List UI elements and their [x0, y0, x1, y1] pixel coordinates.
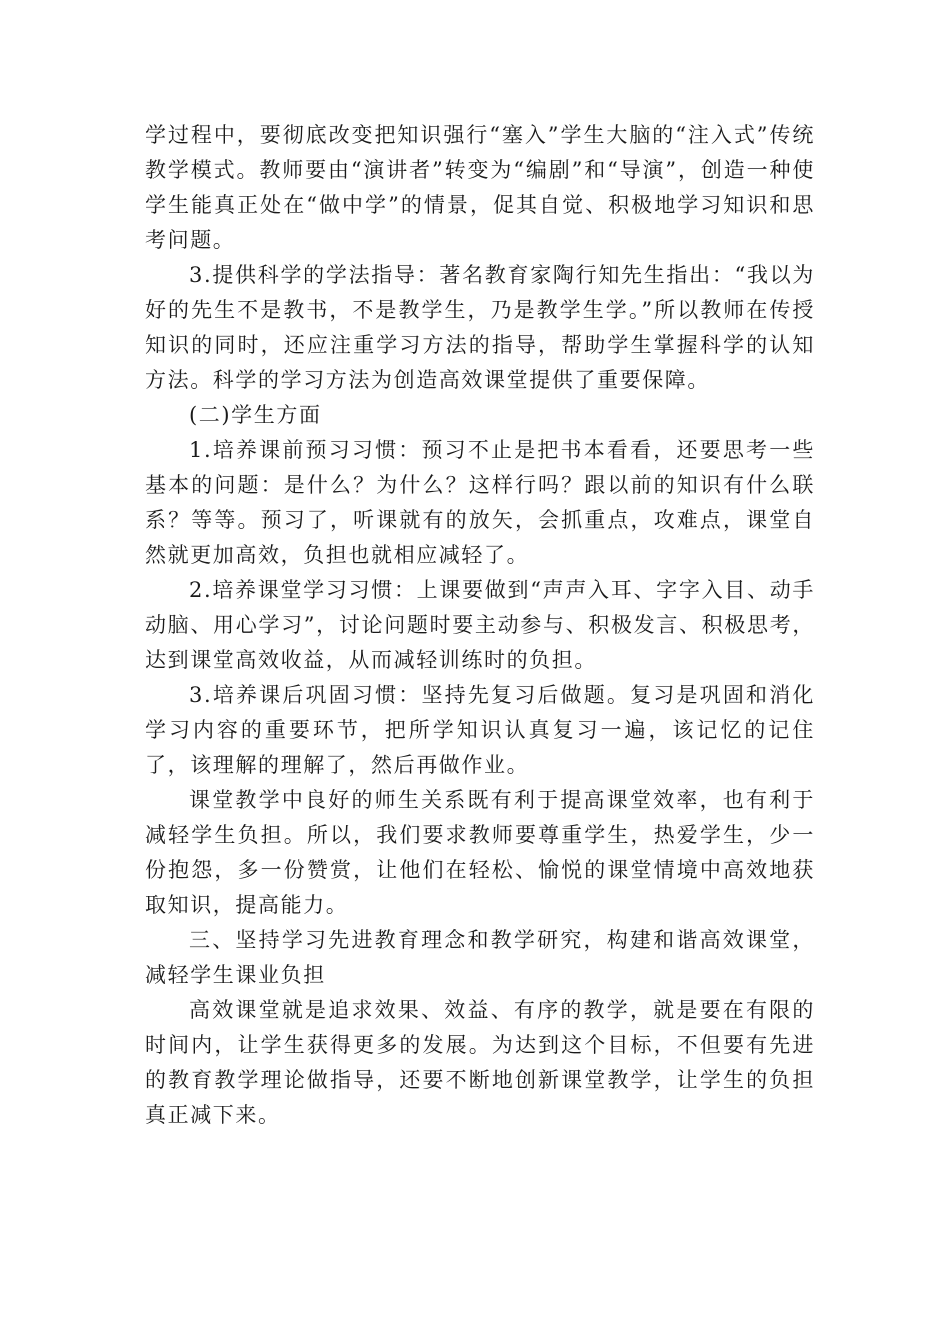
paragraph-preview-habit: 1.培养课前预习习惯：预习不止是把书本看看，还要思考一些基本的问题：是什么？为什么？这样行吗？跟以前的知识有什么联系？等等。预习了，听课就有的放矢，会抓重点，攻难点，课堂自然就更加高效，负担也就相应减轻了。 [145, 438, 815, 567]
paragraph-teacher-student-relationship: 课堂教学中良好的师生关系既有利于提高课堂效率，也有利于减轻学生负担。所以，我们要求教师要尊重学生，热爱学生，少一份抱怨，多一份赞赏，让他们在轻松、愉悦的课堂情境中高效地获取知识，提高能力。 [145, 788, 815, 917]
paragraph-efficient-classroom: 高效课堂就是追求效果、效益、有序的教学，就是要在有限的时间内，让学生获得更多的发展。为达到这个目标，不但要有先进的教育教学理论做指导，还要不断地创新课堂教学，让学生的负担真正减下来。 [145, 998, 815, 1127]
paragraph-classroom-habit: 2.培养课堂学习习惯：上课要做到“声声入耳、字字入目、动手动脑、用心学习”，讨论问题时要主动参与、积极发言、积极思考，达到课堂高效收益，从而减轻训练时的负担。 [145, 578, 815, 672]
paragraph-study-method-guidance: 3.提供科学的学法指导：著名教育家陶行知先生指出：“我以为好的先生不是教书，不是教学生，乃是教学生学。”所以教师在传授知识的同时，还应注重学习方法的指导，帮助学生掌握科学的认知方法。科学的学习方法为创造高效课堂提供了重要保障。 [145, 263, 815, 392]
section-heading-three: 三、坚持学习先进教育理念和教学研究，构建和谐高效课堂，减轻学生课业负担 [145, 928, 815, 987]
paragraph-continuation: 学过程中，要彻底改变把知识强行“塞入”学生大脑的“注入式”传统教学模式。教师要由“演讲者”转变为“编剧”和“导演”，创造一种使学生能真正处在“做中学”的情景，促其自觉、积极地学习知识和思考问题。 [145, 123, 815, 252]
document-body [145, 118, 815, 1133]
paragraph-review-habit: 3.培养课后巩固习惯：坚持先复习后做题。复习是巩固和消化学习内容的重要环节，把所学知识认真复习一遍，该记忆的记住了，该理解的理解了，然后再做作业。 [145, 683, 815, 777]
section-heading-students: (二)学生方面 [189, 403, 322, 427]
